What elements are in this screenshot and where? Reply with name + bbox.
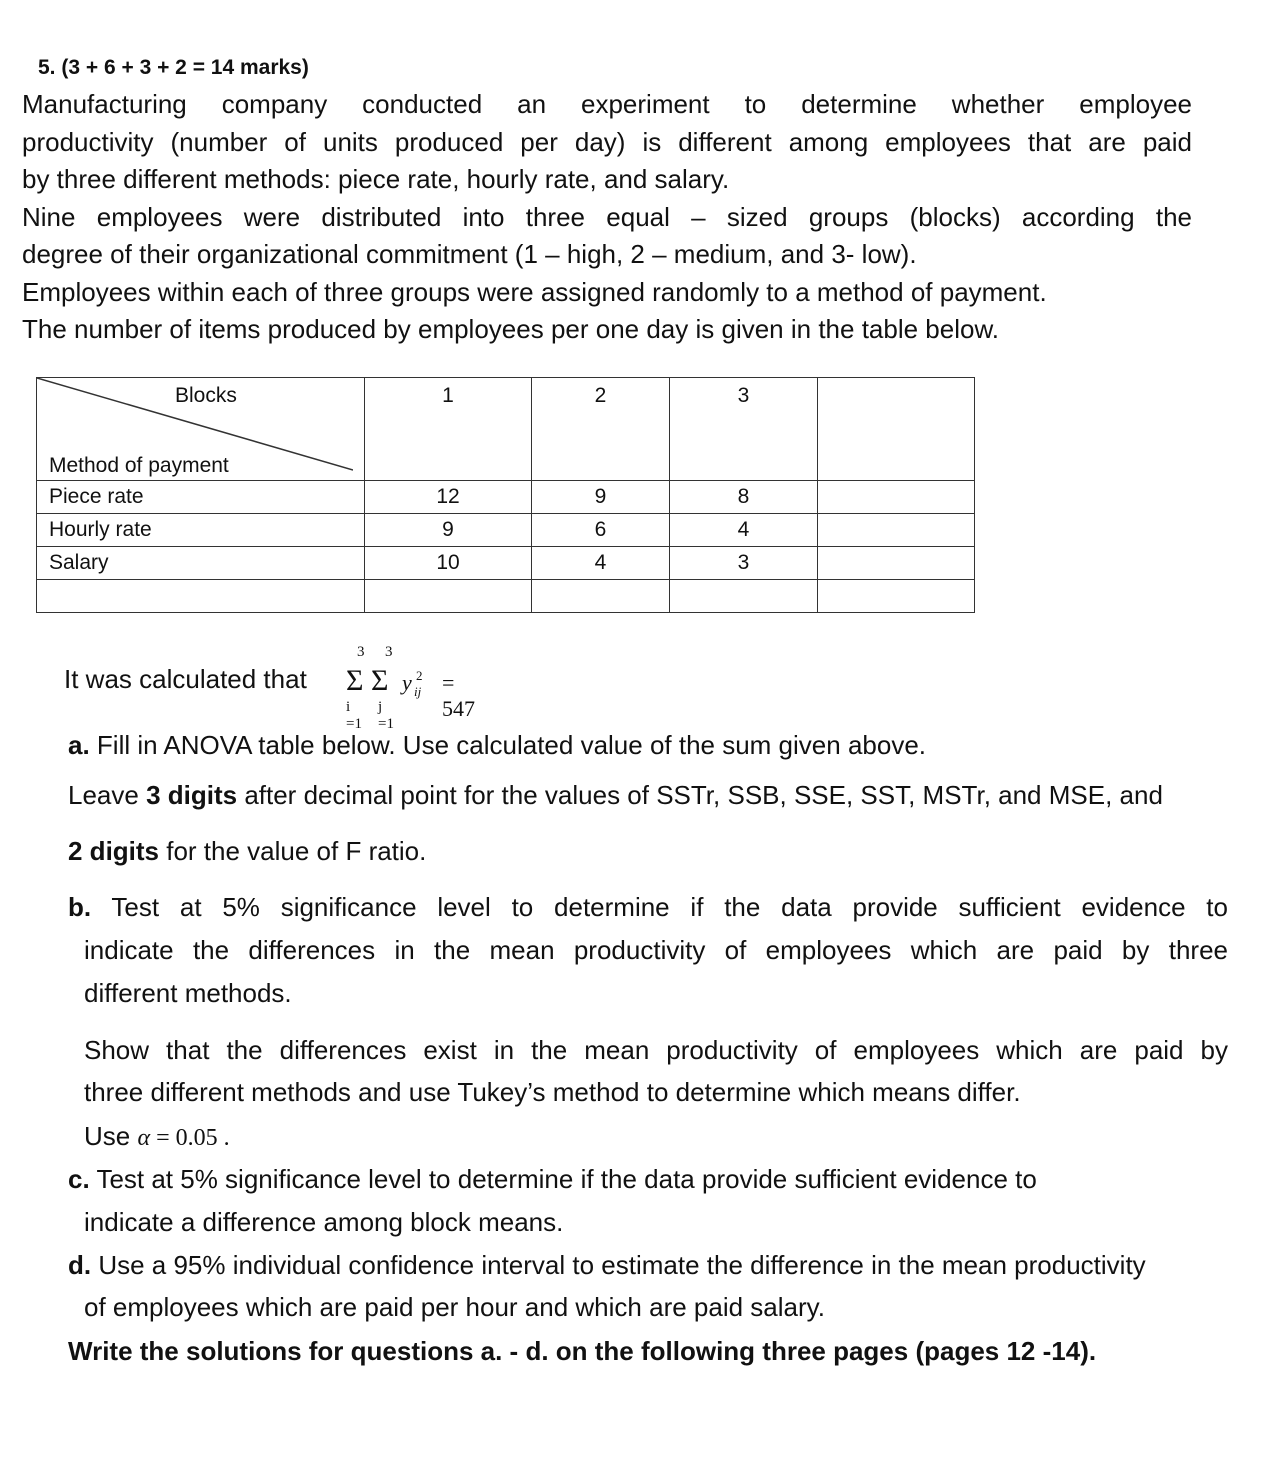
intro-line: productivity (number of units produced per day) is different among employees that are paid: [22, 126, 1192, 157]
lower-limit-j: j =1: [378, 699, 394, 732]
footer-instruction: Write the solutions for questions a. - d. on the following three pages (pages 12 -14).: [68, 1336, 1097, 1366]
question-intro: [22, 86, 1192, 349]
lower-limit-i: i =1: [346, 699, 362, 732]
part-b-line1: b. Test at 5% significance level to determine if the data provide sufficient evidence to: [68, 892, 1228, 922]
table-cell: 12: [365, 481, 532, 514]
productivity-table: [36, 377, 975, 613]
part-d-line1: d. Use a 95% individual confidence interval to estimate the difference in the mean productivity: [68, 1250, 1146, 1280]
empty-cell: [532, 580, 670, 613]
table-row: [37, 514, 975, 547]
table-header-row: [37, 378, 975, 481]
table-cell: 6: [532, 514, 670, 547]
table-cell: 4: [532, 547, 670, 580]
row-label: Piece rate: [37, 481, 365, 514]
part-a-label: a.: [68, 730, 90, 760]
empty-cell: [818, 481, 975, 514]
table-cell: 8: [670, 481, 818, 514]
sigma-icon: Σ: [346, 664, 364, 697]
table-cell: 4: [670, 514, 818, 547]
intro-line: by three different methods: piece rate, hourly rate, and salary.: [22, 164, 730, 194]
question-title: 5. (3 + 6 + 3 + 2 = 14 marks): [38, 56, 309, 79]
empty-cell: [365, 580, 532, 613]
calc-prefix: It was calculated that: [64, 664, 307, 694]
empty-cell: [818, 378, 975, 481]
block-header-3: 3: [670, 378, 818, 481]
table-row: [37, 481, 975, 514]
variable-y: y: [402, 670, 412, 695]
intro-line: Nine employees were distributed into three equal – sized groups (blocks) according the: [22, 201, 1192, 232]
table-row: [37, 547, 975, 580]
part-c-label: c.: [68, 1164, 90, 1194]
part-b-line4: Show that the differences exist in the mean productivity of employees which are paid by: [84, 1035, 1228, 1065]
part-b-line2: indicate the differences in the mean productivity of employees which are paid by three: [84, 935, 1228, 965]
intro-line: degree of their organizational commitment (1 – high, 2 – medium, and 3- low).: [22, 239, 917, 269]
empty-cell: [818, 514, 975, 547]
part-c-line1: c. Test at 5% significance level to determine if the data provide sufficient evidence to: [68, 1164, 1037, 1194]
empty-cell: [818, 580, 975, 613]
header-blocks-label: Blocks: [175, 384, 237, 407]
empty-cell: [37, 580, 365, 613]
alpha-expression: α = 0.05 .: [137, 1125, 230, 1151]
part-b-line3: different methods.: [84, 978, 292, 1008]
upper-limit-j: 3: [385, 644, 393, 660]
intro-line: Employees within each of three groups were assigned randomly to a method of payment.: [22, 276, 1047, 307]
sigma-icon: Σ: [371, 664, 389, 697]
part-b-line5: three different methods and use Tukey’s method to determine which means differ.: [84, 1077, 1021, 1107]
empty-cell: [670, 580, 818, 613]
part-d-label: d.: [68, 1250, 92, 1280]
part-c-line2: indicate a difference among block means.: [84, 1207, 564, 1237]
superscript: 2: [416, 668, 423, 683]
intro-line: Manufacturing company conducted an experiment to determine whether employee: [22, 89, 1192, 119]
sum-result: = 547: [442, 670, 475, 721]
block-header-2: 2: [532, 378, 670, 481]
part-a-line1: a. Fill in ANOVA table below. Use calculated value of the sum given above.: [68, 730, 927, 760]
part-b-label: b.: [68, 892, 92, 922]
row-label: Hourly rate: [37, 514, 365, 547]
empty-cell: [818, 547, 975, 580]
table-cell: 3: [670, 547, 818, 580]
table-row-empty: [37, 580, 975, 613]
subscript: ij: [414, 684, 422, 699]
part-a-line3: 2 digits for the value of F ratio.: [68, 836, 427, 866]
upper-limit-i: 3: [357, 644, 365, 660]
part-b-line6: Use α = 0.05 .: [84, 1121, 230, 1151]
part-a-line2: Leave 3 digits after decimal point for the values of SSTr, SSB, SSE, SST, MSTr, and MSE, and: [68, 780, 1163, 810]
table-cell: 9: [532, 481, 670, 514]
table-cell: 10: [365, 547, 532, 580]
block-header-1: 1: [365, 378, 532, 481]
part-d-line2: of employees which are paid per hour and which are paid salary.: [84, 1292, 825, 1322]
row-label: Salary: [37, 547, 365, 580]
header-method-label: Method of payment: [49, 454, 229, 477]
table-cell: 9: [365, 514, 532, 547]
intro-line: The number of items produced by employees per one day is given in the table below.: [22, 314, 1000, 344]
table-corner-cell: [37, 378, 365, 481]
